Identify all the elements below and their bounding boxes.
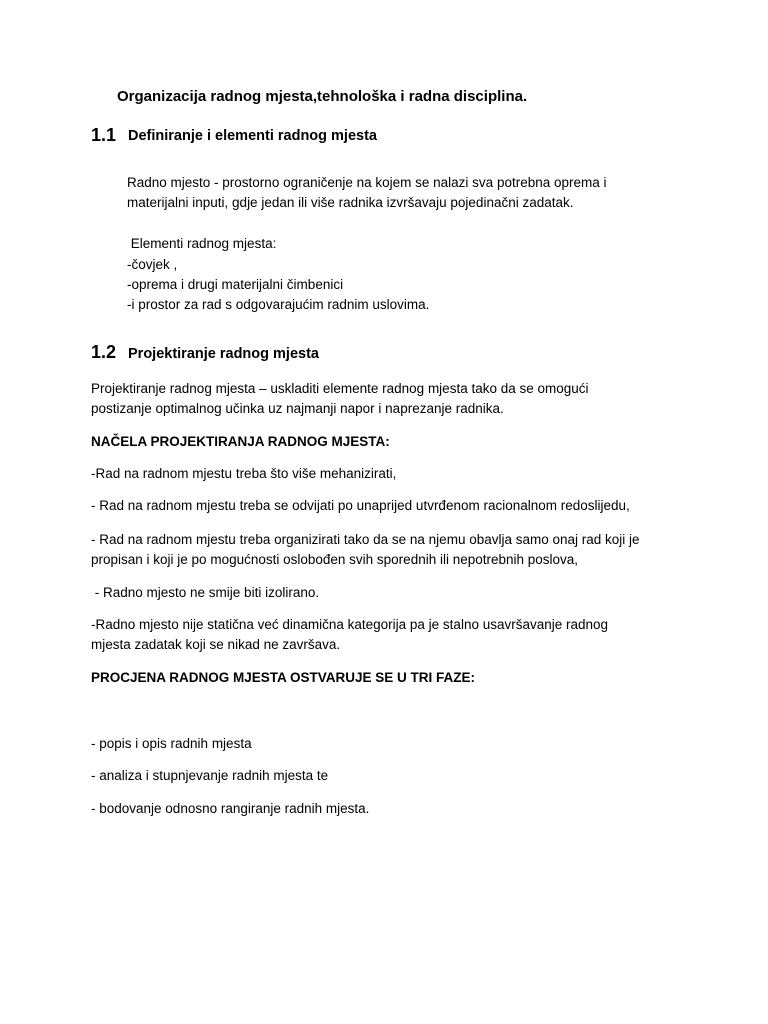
document-title: Organizacija radnog mjesta,tehnološka i radna disciplina. — [117, 88, 528, 105]
phase-3: - bodovanje odnosno rangiranje radnih mjesta. — [91, 801, 370, 816]
principle-2: - Rad na radnom mjestu treba se odvijati po unaprijed utvrđenom racionalnom redoslijedu, — [91, 498, 630, 513]
principles-heading: NAČELA PROJEKTIRANJA RADNOG MJESTA: — [91, 434, 390, 449]
phases-heading: PROCJENA RADNOG MJESTA OSTVARUJE SE U TRI FAZE: — [91, 670, 476, 685]
principle-5-line-2: mjesta zadatak koji se nikad ne završava. — [91, 637, 341, 652]
section-1-number: 1.1 — [91, 125, 117, 145]
intro-line-1: Projektiranje radnog mjesta – uskladiti elemente radnog mjesta tako da se omogući — [91, 381, 589, 396]
phase-1: - popis i opis radnih mjesta — [91, 736, 252, 751]
section-1-heading: Definiranje i elementi radnog mjesta — [128, 128, 377, 144]
elements-item-prostor: -i prostor za rad s odgovarajućim radnim uslovima. — [127, 297, 430, 312]
definition-line-2: materijalni inputi, gdje jedan ili više radnika izvršavaju pojedinačni zadatak. — [127, 195, 574, 210]
elements-item-covjek: -čovjek , — [127, 257, 178, 272]
section-2-number: 1.2 — [91, 342, 117, 362]
principle-1: -Rad na radnom mjestu treba što više mehanizirati, — [91, 466, 397, 481]
intro-line-2: postizanje optimalnog učinka uz najmanji napor i naprezanje radnika. — [91, 401, 504, 416]
elements-heading: Elementi radnog mjesta: — [127, 236, 277, 251]
elements-item-oprema: -oprema i drugi materijalni čimbenici — [127, 277, 344, 292]
section-2-heading: Projektiranje radnog mjesta — [128, 346, 319, 362]
definition-line-1: Radno mjesto - prostorno ograničenje na kojem se nalazi sva potrebna oprema i — [127, 175, 607, 190]
principle-5-line-1: -Radno mjesto nije statična već dinamična kategorija pa je stalno usavršavanje radnog — [91, 617, 609, 632]
phase-2: - analiza i stupnjevanje radnih mjesta te — [91, 768, 329, 783]
principle-4: - Radno mjesto ne smije biti izolirano. — [91, 585, 320, 600]
principle-3-line-2: propisan i koji je po mogućnosti oslobođen svih sporednih ili nepotrebnih poslova, — [91, 552, 579, 567]
principle-3-line-1: - Rad na radnom mjestu treba organizirati tako da se na njemu obavlja samo onaj rad koji je — [91, 532, 640, 547]
